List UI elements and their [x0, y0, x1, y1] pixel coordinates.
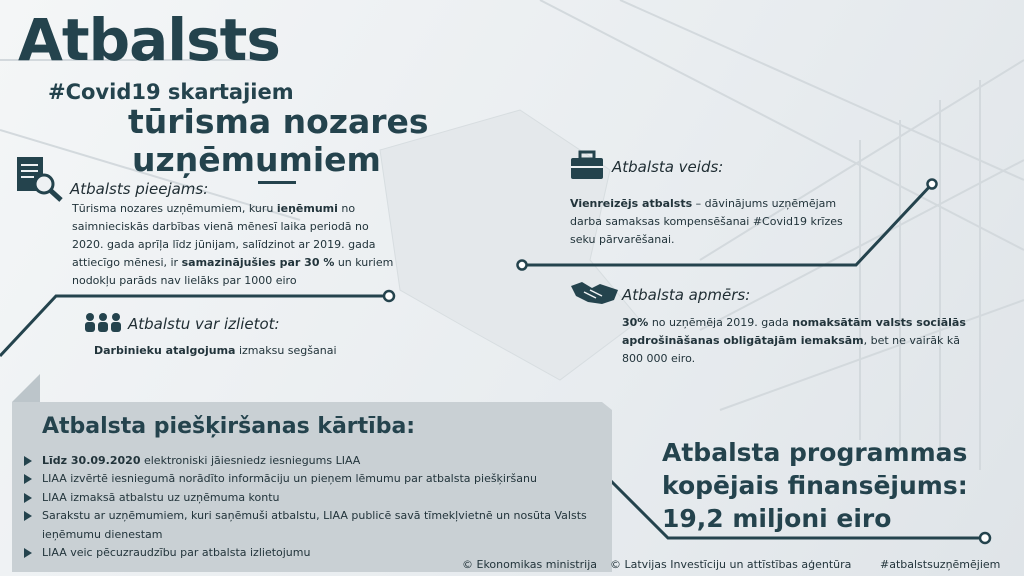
footer-hashtag: #atbalstsuzņēmējiem: [880, 558, 1001, 571]
pieejams-text: [72, 200, 402, 290]
credit-ministry: © Ekonomikas ministrija: [462, 558, 597, 571]
kartiba-heading: Atbalsta piešķiršanas kārtība:: [42, 414, 416, 439]
izlietot-bold: Darbinieku atalgojuma: [94, 344, 236, 357]
pieejams-bold-1: ieņēmumi: [276, 202, 338, 215]
izlietot-text-1: izmaksu segšanai: [235, 344, 337, 357]
pieejams-bold-2: samazinājušies par 30 %: [181, 256, 335, 269]
bullet-triangle-icon: [24, 548, 32, 558]
step-2-text: LIAA izvērtē iesniegumā norādīto informāciju un pieņem lēmumu par atbalsta piešķiršanu: [42, 472, 537, 486]
pieejams-text-2: no saimnieciskās darbības vienā mēnesī laika periodā no 2020. gada aprīļa līdz jūnijam, salīdzinot ar 2019. gada attiecīgo mēnesi, ir: [72, 202, 376, 269]
step-1-date: Līdz 30.09.2020: [42, 454, 141, 467]
apmers-heading: Atbalsta apmērs:: [622, 286, 751, 304]
pieejams-text-3: un kuriem nodokļu parāds nav lielāks par 1000 eiro: [72, 256, 394, 287]
apmers-bold-1: 30%: [622, 316, 649, 329]
funding-line-2: kopējais finansējums:: [662, 471, 968, 500]
apmers-text-1: no uzņēmēja 2019. gada: [648, 316, 793, 329]
procedure-steps: [22, 452, 602, 562]
funding-line-1: Atbalsta programmas: [662, 438, 968, 467]
veids-text-1: – dāvinājums uzņēmējam darba samaksas kompensēšanai #Covid19 krīzes seku pārvarēšanai.: [570, 197, 843, 246]
pieejams-text-1: Tūrisma nozares uzņēmumiem, kuru: [72, 202, 277, 215]
apmers-bold-2: nomaksātām valsts sociālās apdrošināšanas obligātajām iemaksām: [622, 316, 966, 347]
subtitle-companies: uzņēmumiem: [132, 140, 381, 179]
izlietot-heading: Atbalstu var izlietot:: [128, 315, 280, 333]
veids-text: [570, 195, 870, 249]
apmers-text: [622, 314, 967, 368]
total-funding: [662, 436, 968, 535]
subtitle-hashtag: #Covid19 skartajiem: [48, 80, 294, 104]
step-4-text: Sarakstu ar uzņēmumiem, kuri saņēmuši atbalstu, LIAA publicē savā tīmekļvietnē un nosūta Valsts ieņēmumu dienestam: [42, 509, 587, 541]
step-3: [22, 489, 602, 507]
bullet-triangle-icon: [24, 511, 32, 521]
briefcase-icon: [570, 150, 604, 180]
funding-amount: 19,2 miljoni eiro: [662, 504, 892, 533]
step-3-text: LIAA izmaksā atbalstu uz uzņēmuma kontu: [42, 490, 280, 504]
page-title: Atbalsts: [18, 6, 280, 74]
step-4: [22, 507, 602, 544]
people-icon: [84, 312, 124, 332]
step-5-text: LIAA veic pēcuzraudzību par atbalsta izlietojumu: [42, 546, 311, 560]
step-1: [22, 452, 602, 470]
subtitle-sector: tūrisma nozares: [128, 102, 429, 141]
bullet-triangle-icon: [24, 493, 32, 503]
handshake-icon: [570, 278, 620, 306]
pieejams-heading: Atbalsts pieejams:: [70, 180, 209, 198]
step-2: [22, 470, 602, 488]
document-search-icon: [16, 156, 66, 202]
credit-liaa: © Latvijas Investīciju un attīstības aģentūra: [610, 558, 852, 571]
bullet-triangle-icon: [24, 474, 32, 484]
veids-bold: Vienreizējs atbalsts: [570, 197, 693, 210]
izlietot-text: [94, 342, 337, 360]
veids-heading: Atbalsta veids:: [612, 158, 724, 176]
bullet-triangle-icon: [24, 456, 32, 466]
step-1-text: elektroniski jāiesniedz iesniegums LIAA: [140, 454, 361, 467]
banner-fold: [12, 374, 42, 404]
apmers-text-2: , bet ne vairāk kā 800 000 eiro.: [622, 334, 960, 365]
